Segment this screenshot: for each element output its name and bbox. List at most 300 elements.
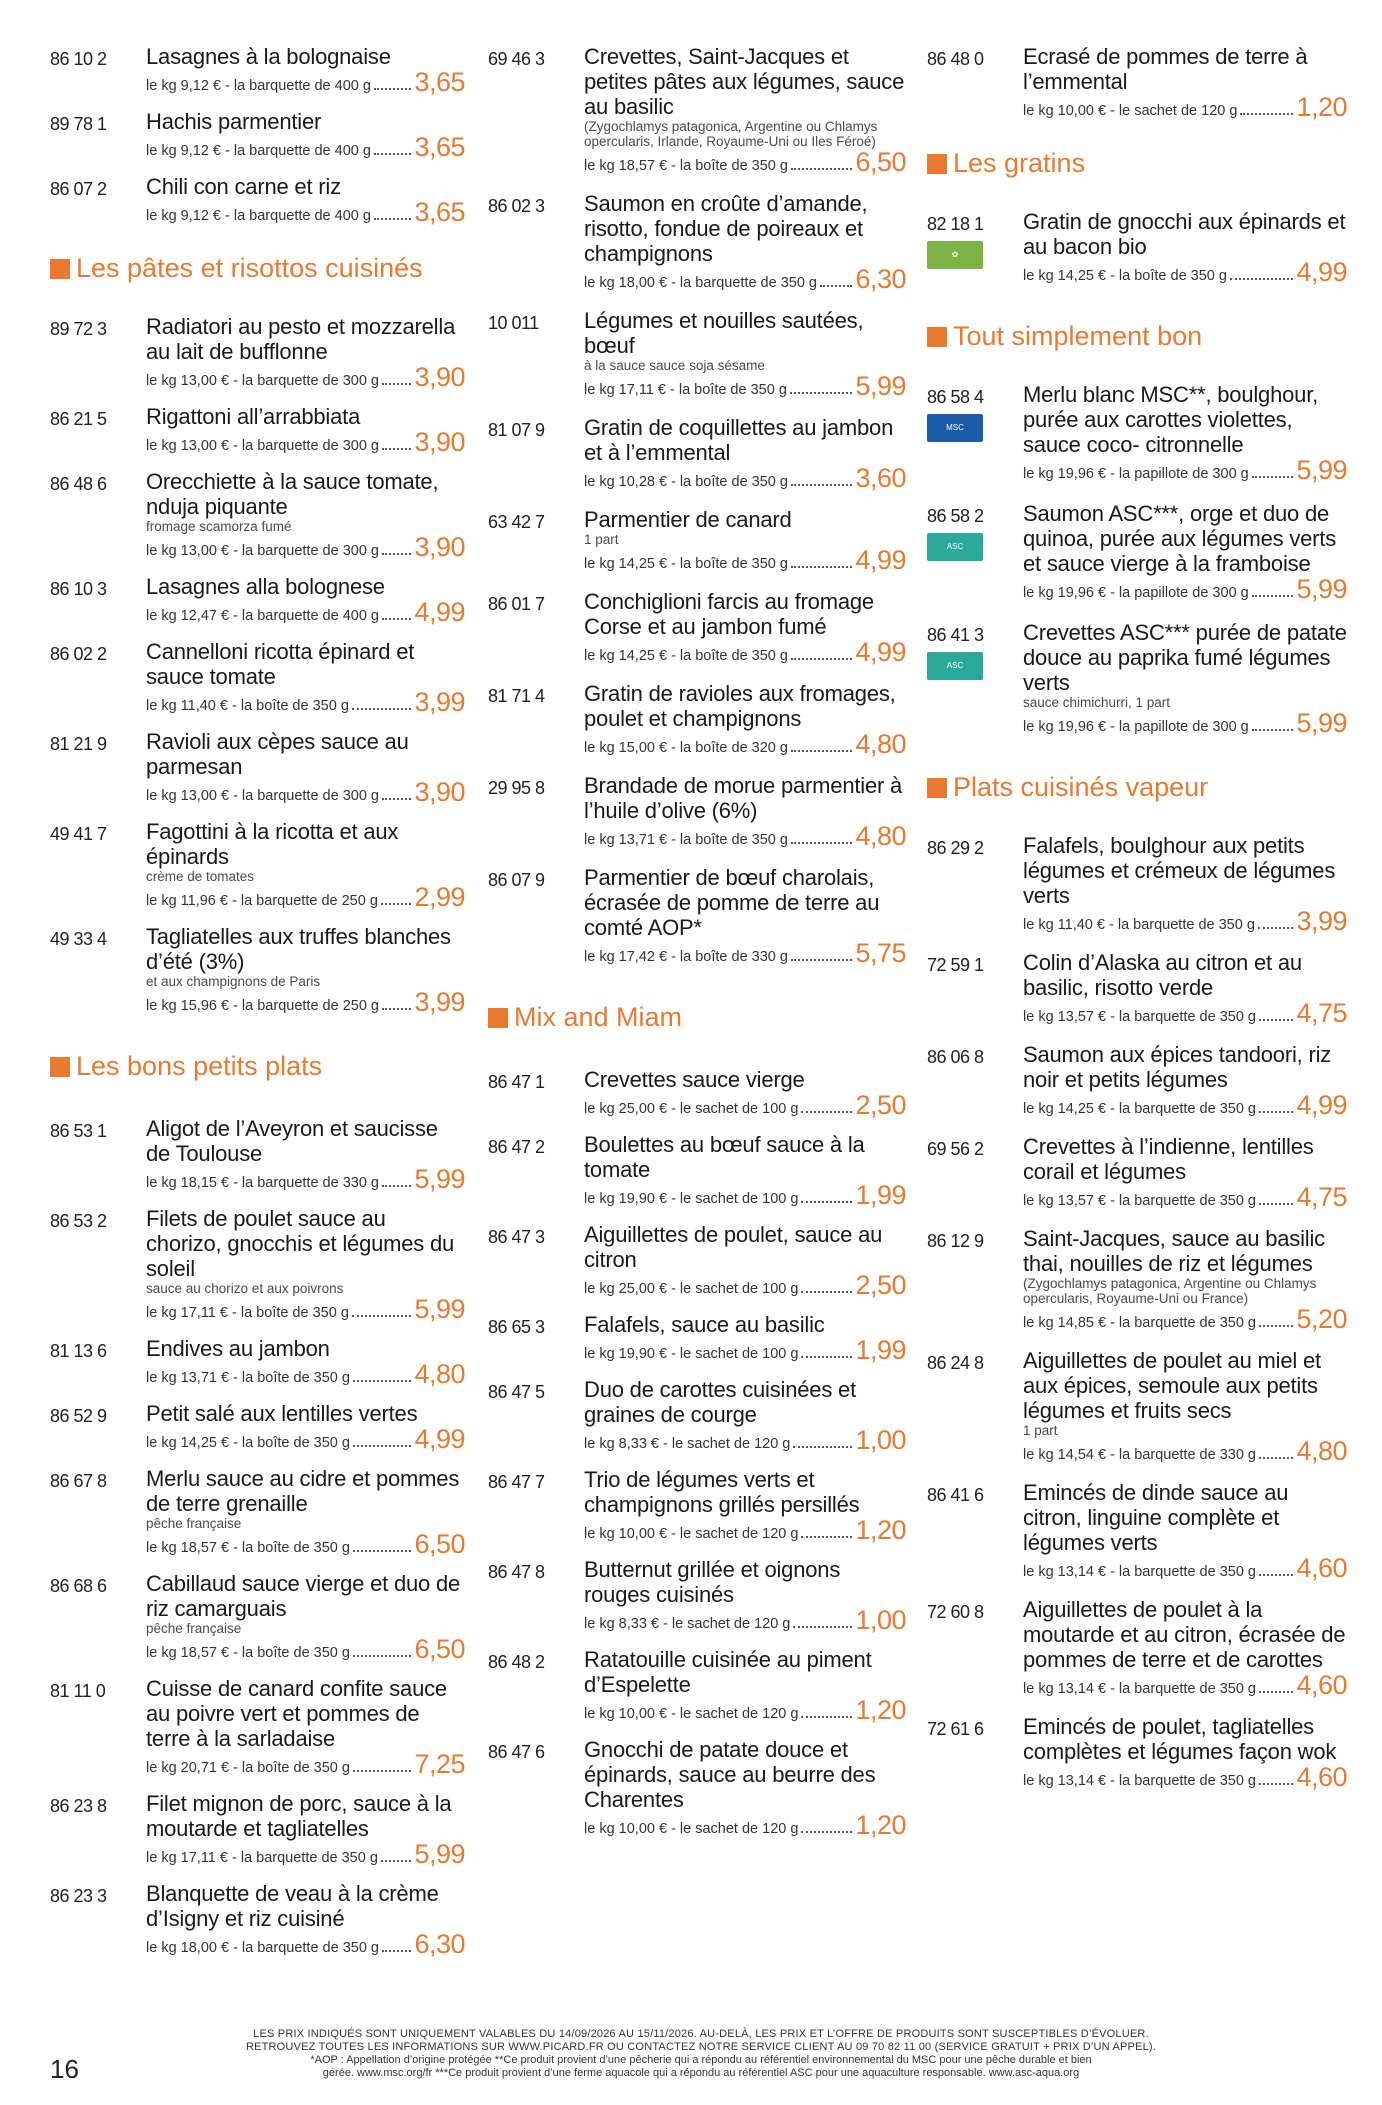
product-name: Crevettes sauce vierge bbox=[584, 1067, 805, 1092]
product-note: fromage scamorza fumé bbox=[146, 519, 292, 534]
product-price: 1,20 bbox=[855, 1810, 906, 1840]
product-item bbox=[50, 1336, 465, 1387]
product-name: Légumes et nouilles sautées, bœuf bbox=[584, 308, 864, 358]
leader-dots bbox=[1252, 595, 1294, 597]
product-item bbox=[927, 1480, 1347, 1581]
product-code: 86 53 2 bbox=[50, 1211, 107, 1231]
product-name: Trio de légumes verts et champignons grillés persillés bbox=[584, 1467, 860, 1517]
leader-dots bbox=[801, 1201, 852, 1203]
product-note: 1 part bbox=[584, 532, 619, 547]
product-price: 3,65 bbox=[414, 67, 465, 97]
product-name: Chili con carne et riz bbox=[146, 174, 341, 199]
price-line bbox=[584, 1812, 906, 1838]
product-name: Fagottini à la ricotta et aux épinards bbox=[146, 819, 399, 869]
product-price: 3,90 bbox=[414, 532, 465, 562]
product-note: (Zygochlamys patagonica, Argentine ou Chlamys opercularis, Royaume-Uni ou France) bbox=[1023, 1276, 1317, 1306]
logo-label: ✿ bbox=[951, 250, 959, 259]
product-name: Cannelloni ricotta épinard et sauce tomate bbox=[146, 639, 415, 689]
product-price: 3,60 bbox=[855, 463, 906, 493]
product-price: 5,99 bbox=[414, 1164, 465, 1194]
unit-price: le kg 14,85 € - la barquette de 350 g bbox=[1023, 1315, 1256, 1331]
section-tout-simplement-bon bbox=[927, 321, 1347, 352]
product-note: crème de tomates bbox=[146, 869, 255, 884]
price-line bbox=[146, 1931, 465, 1957]
leader-dots bbox=[793, 1626, 852, 1628]
leader-dots bbox=[1240, 113, 1293, 115]
product-code: 81 13 6 bbox=[50, 1341, 107, 1361]
product-code: 81 21 9 bbox=[50, 734, 107, 754]
unit-price: le kg 19,90 € - le sachet de 100 g bbox=[584, 1346, 799, 1362]
price-line bbox=[1023, 1306, 1347, 1332]
product-item bbox=[488, 1557, 906, 1633]
product-price: 1,99 bbox=[855, 1180, 906, 1210]
product-price: 6,30 bbox=[855, 264, 906, 294]
product-code: 86 07 2 bbox=[50, 179, 107, 199]
product-item bbox=[927, 1134, 1347, 1210]
leader-dots bbox=[1259, 1203, 1293, 1205]
list-plats-suite bbox=[488, 44, 906, 966]
unit-price: le kg 14,25 € - la barquette de 350 g bbox=[1023, 1101, 1256, 1117]
unit-price: le kg 18,57 € - la boîte de 350 g bbox=[146, 1645, 350, 1661]
unit-price: le kg 13,57 € - la barquette de 350 g bbox=[1023, 1193, 1256, 1209]
product-note: sauce chimichurri, 1 part bbox=[1023, 695, 1171, 710]
unit-price: le kg 9,12 € - la barquette de 400 g bbox=[146, 143, 371, 159]
product-price: 6,50 bbox=[855, 147, 906, 177]
product-code: 81 71 4 bbox=[488, 686, 545, 706]
product-item bbox=[50, 1401, 465, 1452]
price-line bbox=[146, 989, 465, 1015]
unit-price: le kg 8,33 € - le sachet de 120 g bbox=[584, 1436, 791, 1452]
price-line bbox=[1023, 1672, 1347, 1698]
product-item bbox=[488, 1647, 906, 1723]
section-bullet bbox=[927, 154, 947, 174]
product-code: 86 52 9 bbox=[50, 1406, 107, 1426]
product-item bbox=[50, 44, 465, 95]
price-line bbox=[584, 1092, 906, 1118]
product-name: Crevettes, Saint-Jacques et petites pâtes aux légumes, sauce au basilic bbox=[584, 44, 905, 119]
product-item bbox=[50, 639, 465, 715]
leader-dots bbox=[352, 708, 412, 710]
leader-dots bbox=[801, 1831, 852, 1833]
product-item bbox=[50, 1676, 465, 1777]
product-name: Colin d’Alaska au citron et au basilic, risotto verde bbox=[1023, 950, 1302, 1000]
unit-price: le kg 13,00 € - la barquette de 300 g bbox=[146, 438, 379, 454]
section-bons-petits-plats bbox=[50, 1051, 465, 1082]
product-name: Merlu blanc MSC**, boulghour, purée aux carottes violettes, sauce coco- citronnelle bbox=[1023, 382, 1319, 457]
product-name: Emincés de poulet, tagliatelles complètes et légumes façon wok bbox=[1023, 1714, 1337, 1764]
product-price: 4,99 bbox=[414, 1424, 465, 1454]
unit-price: le kg 18,15 € - la barquette de 330 g bbox=[146, 1175, 379, 1191]
product-item bbox=[50, 1791, 465, 1867]
list-gratins bbox=[927, 209, 1347, 285]
product-item bbox=[50, 174, 465, 225]
price-line bbox=[1023, 710, 1347, 736]
leader-dots bbox=[790, 392, 853, 394]
product-price: 4,80 bbox=[414, 1359, 465, 1389]
product-code: 86 02 3 bbox=[488, 196, 545, 216]
product-item bbox=[50, 314, 465, 390]
price-line bbox=[584, 1427, 906, 1453]
product-name: Hachis parmentier bbox=[146, 109, 322, 134]
section-mix-and-miam bbox=[488, 1002, 906, 1033]
unit-price: le kg 19,96 € - la papillote de 300 g bbox=[1023, 466, 1249, 482]
product-name: Falafels, sauce au basilic bbox=[584, 1312, 825, 1337]
section-bullet bbox=[50, 259, 70, 279]
unit-price: le kg 9,12 € - la barquette de 400 g bbox=[146, 78, 371, 94]
unit-price: le kg 13,14 € - la barquette de 350 g bbox=[1023, 1773, 1256, 1789]
list-mix-and-miam bbox=[488, 1067, 906, 1838]
product-price: 6,50 bbox=[414, 1634, 465, 1664]
product-name: Orecchiette à la sauce tomate, nduja piquante bbox=[146, 469, 439, 519]
product-price: 4,60 bbox=[1296, 1553, 1347, 1583]
product-price: 4,60 bbox=[1296, 1670, 1347, 1700]
unit-price: le kg 10,00 € - le sachet de 120 g bbox=[584, 1821, 799, 1837]
section-bullet bbox=[927, 778, 947, 798]
product-item bbox=[927, 44, 1347, 120]
product-item bbox=[488, 681, 906, 757]
leader-dots bbox=[381, 903, 412, 905]
leader-dots bbox=[1252, 476, 1294, 478]
section-pates-risottos bbox=[50, 253, 465, 284]
product-item bbox=[488, 1467, 906, 1543]
unit-price: le kg 18,00 € - la barquette de 350 g bbox=[146, 1940, 379, 1956]
product-code: 29 95 8 bbox=[488, 778, 545, 798]
product-item bbox=[50, 1466, 465, 1557]
price-line bbox=[1023, 1000, 1347, 1026]
price-line bbox=[146, 1166, 465, 1192]
product-price: 4,80 bbox=[1296, 1436, 1347, 1466]
product-price: 4,99 bbox=[855, 637, 906, 667]
price-line bbox=[146, 779, 465, 805]
product-name: Gnocchi de patate douce et épinards, sauce au beurre des Charentes bbox=[584, 1737, 876, 1812]
product-code: 72 61 6 bbox=[927, 1719, 984, 1739]
unit-price: le kg 14,54 € - la barquette de 330 g bbox=[1023, 1447, 1256, 1463]
product-code: 86 21 5 bbox=[50, 409, 107, 429]
product-item bbox=[488, 507, 906, 573]
price-line bbox=[584, 823, 906, 849]
product-note: pêche française bbox=[146, 1516, 242, 1531]
product-name: Radiatori au pesto et mozzarella au lait de bufflonne bbox=[146, 314, 456, 364]
product-item bbox=[488, 589, 906, 665]
unit-price: le kg 15,96 € - la barquette de 250 g bbox=[146, 998, 379, 1014]
product-item bbox=[927, 1226, 1347, 1332]
leader-dots bbox=[374, 218, 412, 220]
product-item bbox=[927, 1714, 1347, 1790]
footer-legal bbox=[196, 2028, 1206, 2080]
unit-price: le kg 11,40 € - la barquette de 350 g bbox=[1023, 917, 1255, 933]
product-item bbox=[50, 109, 465, 160]
product-item bbox=[50, 1206, 465, 1322]
price-line bbox=[1023, 1555, 1347, 1581]
leader-dots bbox=[1230, 278, 1293, 280]
unit-price: le kg 14,25 € - la boîte de 350 g bbox=[146, 1435, 350, 1451]
product-name: Lasagnes à la bolognaise bbox=[146, 44, 391, 69]
product-code: 89 78 1 bbox=[50, 114, 107, 134]
product-price: 2,50 bbox=[855, 1270, 906, 1300]
list-tout-simplement-bon bbox=[927, 382, 1347, 736]
leader-dots bbox=[791, 484, 852, 486]
product-price: 1,99 bbox=[855, 1335, 906, 1365]
leader-dots bbox=[382, 798, 411, 800]
product-price: 4,75 bbox=[1296, 998, 1347, 1028]
product-name: Saumon aux épices tandoori, riz noir et petits légumes bbox=[1023, 1042, 1332, 1092]
unit-price: le kg 13,14 € - la barquette de 350 g bbox=[1023, 1564, 1256, 1580]
product-item bbox=[927, 1348, 1347, 1464]
logo-label: ASC bbox=[946, 542, 964, 551]
unit-price: le kg 18,57 € - la boîte de 350 g bbox=[146, 1540, 350, 1556]
product-item bbox=[488, 1222, 906, 1298]
unit-price: le kg 10,00 € - le sachet de 120 g bbox=[584, 1526, 799, 1542]
product-name: Petit salé aux lentilles vertes bbox=[146, 1401, 418, 1426]
price-line bbox=[146, 1296, 465, 1322]
product-price: 3,90 bbox=[414, 777, 465, 807]
product-name: Ratatouille cuisinée au piment d’Espelette bbox=[584, 1647, 872, 1697]
product-code: 86 47 2 bbox=[488, 1137, 545, 1157]
unit-price: le kg 13,71 € - la boîte de 350 g bbox=[584, 832, 788, 848]
product-item bbox=[927, 1597, 1347, 1698]
product-code: 10 011 bbox=[488, 313, 539, 333]
product-code: 63 42 7 bbox=[488, 512, 545, 532]
product-name: Cabillaud sauce vierge et duo de riz camarguais bbox=[146, 1571, 461, 1621]
leader-dots bbox=[791, 842, 852, 844]
product-price: 4,99 bbox=[1296, 1090, 1347, 1120]
product-code: 81 11 0 bbox=[50, 1681, 106, 1701]
bio-logo-icon bbox=[927, 241, 983, 269]
unit-price: le kg 25,00 € - le sachet de 100 g bbox=[584, 1281, 799, 1297]
price-line bbox=[1023, 1092, 1347, 1118]
product-code: 86 53 1 bbox=[50, 1121, 107, 1141]
product-price: 3,90 bbox=[414, 362, 465, 392]
product-price: 5,99 bbox=[1296, 708, 1347, 738]
page-number: 16 bbox=[50, 2054, 79, 2084]
product-price: 3,99 bbox=[1296, 906, 1347, 936]
product-code: 86 06 8 bbox=[927, 1047, 984, 1067]
product-price: 3,99 bbox=[414, 987, 465, 1017]
product-name: Filet mignon de porc, sauce à la moutarde et tagliatelles bbox=[146, 1791, 452, 1841]
price-line bbox=[584, 1272, 906, 1298]
price-line bbox=[146, 199, 465, 225]
list-mix-suite bbox=[927, 44, 1347, 120]
product-code: 86 68 6 bbox=[50, 1576, 107, 1596]
leader-dots bbox=[353, 1445, 411, 1447]
product-name: Aiguillettes de poulet, sauce au citron bbox=[584, 1222, 883, 1272]
product-code: 86 07 9 bbox=[488, 870, 545, 890]
product-code: 86 23 8 bbox=[50, 1796, 107, 1816]
product-name: Boulettes au bœuf sauce à la tomate bbox=[584, 1132, 865, 1182]
product-item bbox=[50, 404, 465, 455]
leader-dots bbox=[1258, 927, 1294, 929]
product-name: Duo de carottes cuisinées et graines de courge bbox=[584, 1377, 856, 1427]
unit-price: le kg 13,14 € - la barquette de 350 g bbox=[1023, 1681, 1256, 1697]
price-line bbox=[1023, 908, 1347, 934]
product-price: 4,75 bbox=[1296, 1182, 1347, 1212]
leader-dots bbox=[801, 1111, 852, 1113]
section-bullet bbox=[488, 1008, 508, 1028]
leader-dots bbox=[382, 1008, 411, 1010]
product-name: Brandade de morue parmentier à l’huile d’olive (6%) bbox=[584, 773, 903, 823]
list-pates-risottos bbox=[50, 314, 465, 1015]
product-item bbox=[488, 1737, 906, 1838]
product-code: 86 58 4 bbox=[927, 387, 984, 407]
product-item bbox=[488, 1132, 906, 1208]
product-item bbox=[488, 44, 906, 175]
product-code: 86 24 8 bbox=[927, 1353, 984, 1373]
asc-logo-icon bbox=[927, 533, 983, 561]
unit-price: le kg 19,96 € - la papillote de 300 g bbox=[1023, 719, 1249, 735]
product-name: Ecrasé de pommes de terre à l’emmental bbox=[1023, 44, 1308, 94]
price-line bbox=[1023, 576, 1347, 602]
product-name: Emincés de dinde sauce au citron, linguine complète et légumes verts bbox=[1023, 1480, 1289, 1555]
product-note: 1 part bbox=[1023, 1423, 1058, 1438]
product-price: 3,65 bbox=[414, 197, 465, 227]
leader-dots bbox=[353, 1655, 411, 1657]
product-code: 82 18 1 bbox=[927, 214, 984, 234]
product-code: 86 48 0 bbox=[927, 49, 984, 69]
unit-price: le kg 13,00 € - la barquette de 300 g bbox=[146, 788, 379, 804]
section-title: Tout simplement bon bbox=[953, 321, 1203, 351]
price-line bbox=[1023, 1764, 1347, 1790]
product-name: Aiguillettes de poulet à la moutarde et au citron, écrasée de pommes de terre et de carottes bbox=[1023, 1597, 1346, 1672]
price-line bbox=[584, 149, 906, 175]
leader-dots bbox=[791, 750, 852, 752]
price-line bbox=[1023, 457, 1347, 483]
price-line bbox=[146, 1841, 465, 1867]
unit-price: le kg 15,00 € - la boîte de 320 g bbox=[584, 740, 788, 756]
list-ready-meals bbox=[50, 44, 465, 225]
price-line bbox=[146, 689, 465, 715]
product-name: Gratin de coquillettes au jambon et à l’emmental bbox=[584, 415, 894, 465]
product-item bbox=[488, 1377, 906, 1453]
leader-dots bbox=[1259, 1691, 1293, 1693]
price-line bbox=[584, 639, 906, 665]
product-price: 5,99 bbox=[1296, 455, 1347, 485]
product-code: 86 01 7 bbox=[488, 594, 545, 614]
product-price: 4,80 bbox=[855, 821, 906, 851]
price-line bbox=[1023, 94, 1347, 120]
section-title: Les bons petits plats bbox=[76, 1051, 323, 1081]
price-line bbox=[146, 884, 465, 910]
unit-price: le kg 17,11 € - la boîte de 350 g bbox=[584, 382, 787, 398]
product-code: 86 47 3 bbox=[488, 1227, 545, 1247]
price-line bbox=[146, 134, 465, 160]
leader-dots bbox=[801, 1536, 852, 1538]
product-code: 86 67 8 bbox=[50, 1471, 107, 1491]
unit-price: le kg 13,71 € - la boîte de 350 g bbox=[146, 1370, 350, 1386]
leader-dots bbox=[353, 1380, 411, 1382]
leader-dots bbox=[791, 168, 852, 170]
section-plats-vapeur bbox=[927, 772, 1347, 803]
price-line bbox=[146, 1636, 465, 1662]
product-code: 69 56 2 bbox=[927, 1139, 984, 1159]
leader-dots bbox=[382, 553, 411, 555]
product-item bbox=[50, 819, 465, 910]
leader-dots bbox=[801, 1356, 852, 1358]
product-code: 72 59 1 bbox=[927, 955, 984, 975]
product-name: Aiguillettes de poulet au miel et aux épices, semoule aux petits légumes et fruits secs bbox=[1023, 1348, 1321, 1423]
price-line bbox=[146, 599, 465, 625]
leader-dots bbox=[382, 1950, 411, 1952]
product-name: Gratin de ravioles aux fromages, poulet et champignons bbox=[584, 681, 896, 731]
unit-price: le kg 10,00 € - le sachet de 120 g bbox=[1023, 103, 1238, 119]
unit-price: le kg 17,11 € - la boîte de 350 g bbox=[146, 1305, 349, 1321]
product-price: 3,99 bbox=[414, 687, 465, 717]
leader-dots bbox=[793, 1446, 852, 1448]
price-line bbox=[584, 373, 906, 399]
product-price: 5,99 bbox=[855, 371, 906, 401]
product-note: sauce au chorizo et aux poivrons bbox=[146, 1281, 344, 1296]
product-item bbox=[50, 574, 465, 625]
price-line bbox=[1023, 1184, 1347, 1210]
product-code: 69 46 3 bbox=[488, 49, 545, 69]
product-price: 4,99 bbox=[414, 597, 465, 627]
product-code: 86 02 2 bbox=[50, 644, 107, 664]
product-price: 5,20 bbox=[1296, 1304, 1347, 1334]
product-name: Saumon ASC***, orge et duo de quinoa, purée aux légumes verts et sauce vierge à la framboise bbox=[1023, 501, 1336, 576]
list-bons-petits-plats bbox=[50, 1116, 465, 1957]
asc-logo-icon bbox=[927, 652, 983, 680]
unit-price: le kg 13,00 € - la barquette de 300 g bbox=[146, 543, 379, 559]
product-price: 1,20 bbox=[855, 1695, 906, 1725]
unit-price: le kg 11,96 € - la barquette de 250 g bbox=[146, 893, 378, 909]
leader-dots bbox=[1259, 1457, 1293, 1459]
product-code: 86 47 8 bbox=[488, 1562, 545, 1582]
leader-dots bbox=[791, 658, 852, 660]
unit-price: le kg 14,25 € - la boîte de 350 g bbox=[584, 648, 788, 664]
product-item bbox=[488, 1312, 906, 1363]
footer-footnote-1: *AOP : Appellation d’origine protégée **Ce produit provient d’une pêcherie qui a répondu au référentiel environnemental du MSC pour une pêche durable et bien bbox=[310, 2054, 1092, 2066]
unit-price: le kg 14,25 € - la boîte de 350 g bbox=[1023, 268, 1227, 284]
product-code: 86 41 3 bbox=[927, 625, 984, 645]
product-code: 86 47 5 bbox=[488, 1382, 545, 1402]
product-price: 1,20 bbox=[1296, 92, 1347, 122]
product-name: Saint-Jacques, sauce au basilic thai, nouilles de riz et légumes bbox=[1023, 1226, 1325, 1276]
product-note: et aux champignons de Paris bbox=[146, 974, 321, 989]
price-line bbox=[584, 547, 906, 573]
section-title: Mix and Miam bbox=[514, 1002, 683, 1032]
product-item bbox=[927, 382, 1347, 483]
product-price: 5,99 bbox=[414, 1839, 465, 1869]
leader-dots bbox=[353, 1770, 411, 1772]
product-item bbox=[50, 729, 465, 805]
product-code: 81 07 9 bbox=[488, 420, 545, 440]
product-name: Parmentier de canard bbox=[584, 507, 792, 532]
column-2 bbox=[488, 44, 906, 1852]
leader-dots bbox=[1259, 1574, 1293, 1576]
product-name: Merlu sauce au cidre et pommes de terre grenaille bbox=[146, 1466, 460, 1516]
product-item bbox=[488, 865, 906, 966]
product-code: 86 29 2 bbox=[927, 838, 984, 858]
product-item bbox=[50, 1881, 465, 1957]
section-title: Les pâtes et risottos cuisinés bbox=[76, 253, 423, 283]
leader-dots bbox=[1259, 1019, 1293, 1021]
product-name: Parmentier de bœuf charolais, écrasée de pomme de terre au comté AOP* bbox=[584, 865, 880, 940]
unit-price: le kg 18,00 € - la barquette de 350 g bbox=[584, 275, 817, 291]
product-name: Cuisse de canard confite sauce au poivre vert et pommes de terre à la sarladaise bbox=[146, 1676, 447, 1751]
product-item bbox=[488, 415, 906, 491]
section-gratins bbox=[927, 148, 1347, 179]
product-item bbox=[488, 773, 906, 849]
unit-price: le kg 19,90 € - le sachet de 100 g bbox=[584, 1191, 799, 1207]
price-line bbox=[146, 1531, 465, 1557]
leader-dots bbox=[1259, 1111, 1293, 1113]
price-line bbox=[1023, 259, 1347, 285]
unit-price: le kg 9,12 € - la barquette de 400 g bbox=[146, 208, 371, 224]
product-price: 2,50 bbox=[855, 1090, 906, 1120]
leader-dots bbox=[791, 959, 852, 961]
footer-footnote-2: gérée. www.msc.org/fr ***Ce produit provient d’une ferme aquacole qui a répondu au référentiel ASC pour une aquaculture responsable. www.asc-aqua.org bbox=[322, 2067, 1080, 2079]
product-code: 86 47 1 bbox=[488, 1072, 545, 1092]
product-name: Endives au jambon bbox=[146, 1336, 330, 1361]
